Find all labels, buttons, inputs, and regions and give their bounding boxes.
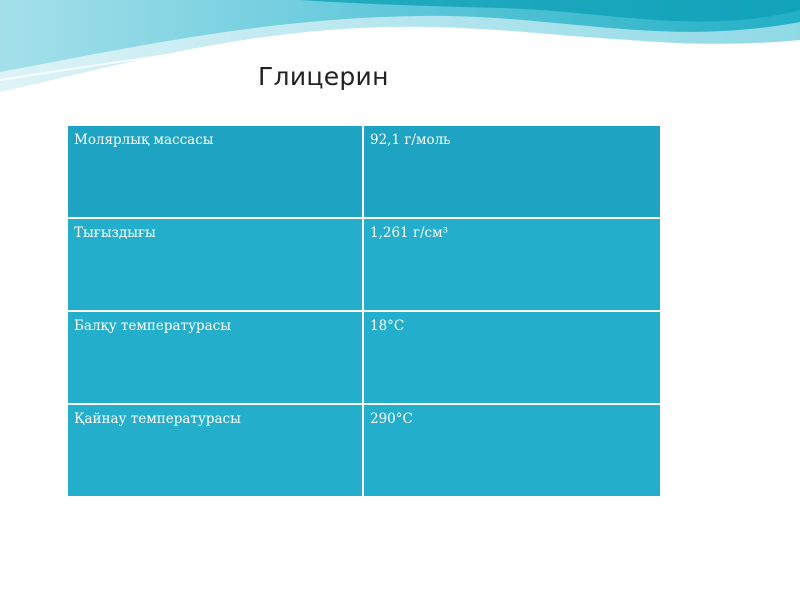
table-row	[67, 218, 661, 311]
table-row	[67, 404, 661, 497]
value-cell: 92,1 г/моль	[363, 125, 661, 218]
value-cell: 18°С	[363, 311, 661, 404]
table-row	[67, 125, 661, 218]
slide-title: Глицерин	[258, 62, 389, 91]
property-cell: Балқу температурасы	[67, 311, 363, 404]
property-cell: Молярлық массасы	[67, 125, 363, 218]
properties-table	[66, 124, 658, 457]
table-row	[67, 311, 661, 404]
property-cell: Қайнау температурасы	[67, 404, 363, 497]
value-cell: 290°С	[363, 404, 661, 497]
value-cell: 1,261 г/см³	[363, 218, 661, 311]
property-cell: Тығыздығы	[67, 218, 363, 311]
header-wave-decoration	[0, 0, 800, 110]
